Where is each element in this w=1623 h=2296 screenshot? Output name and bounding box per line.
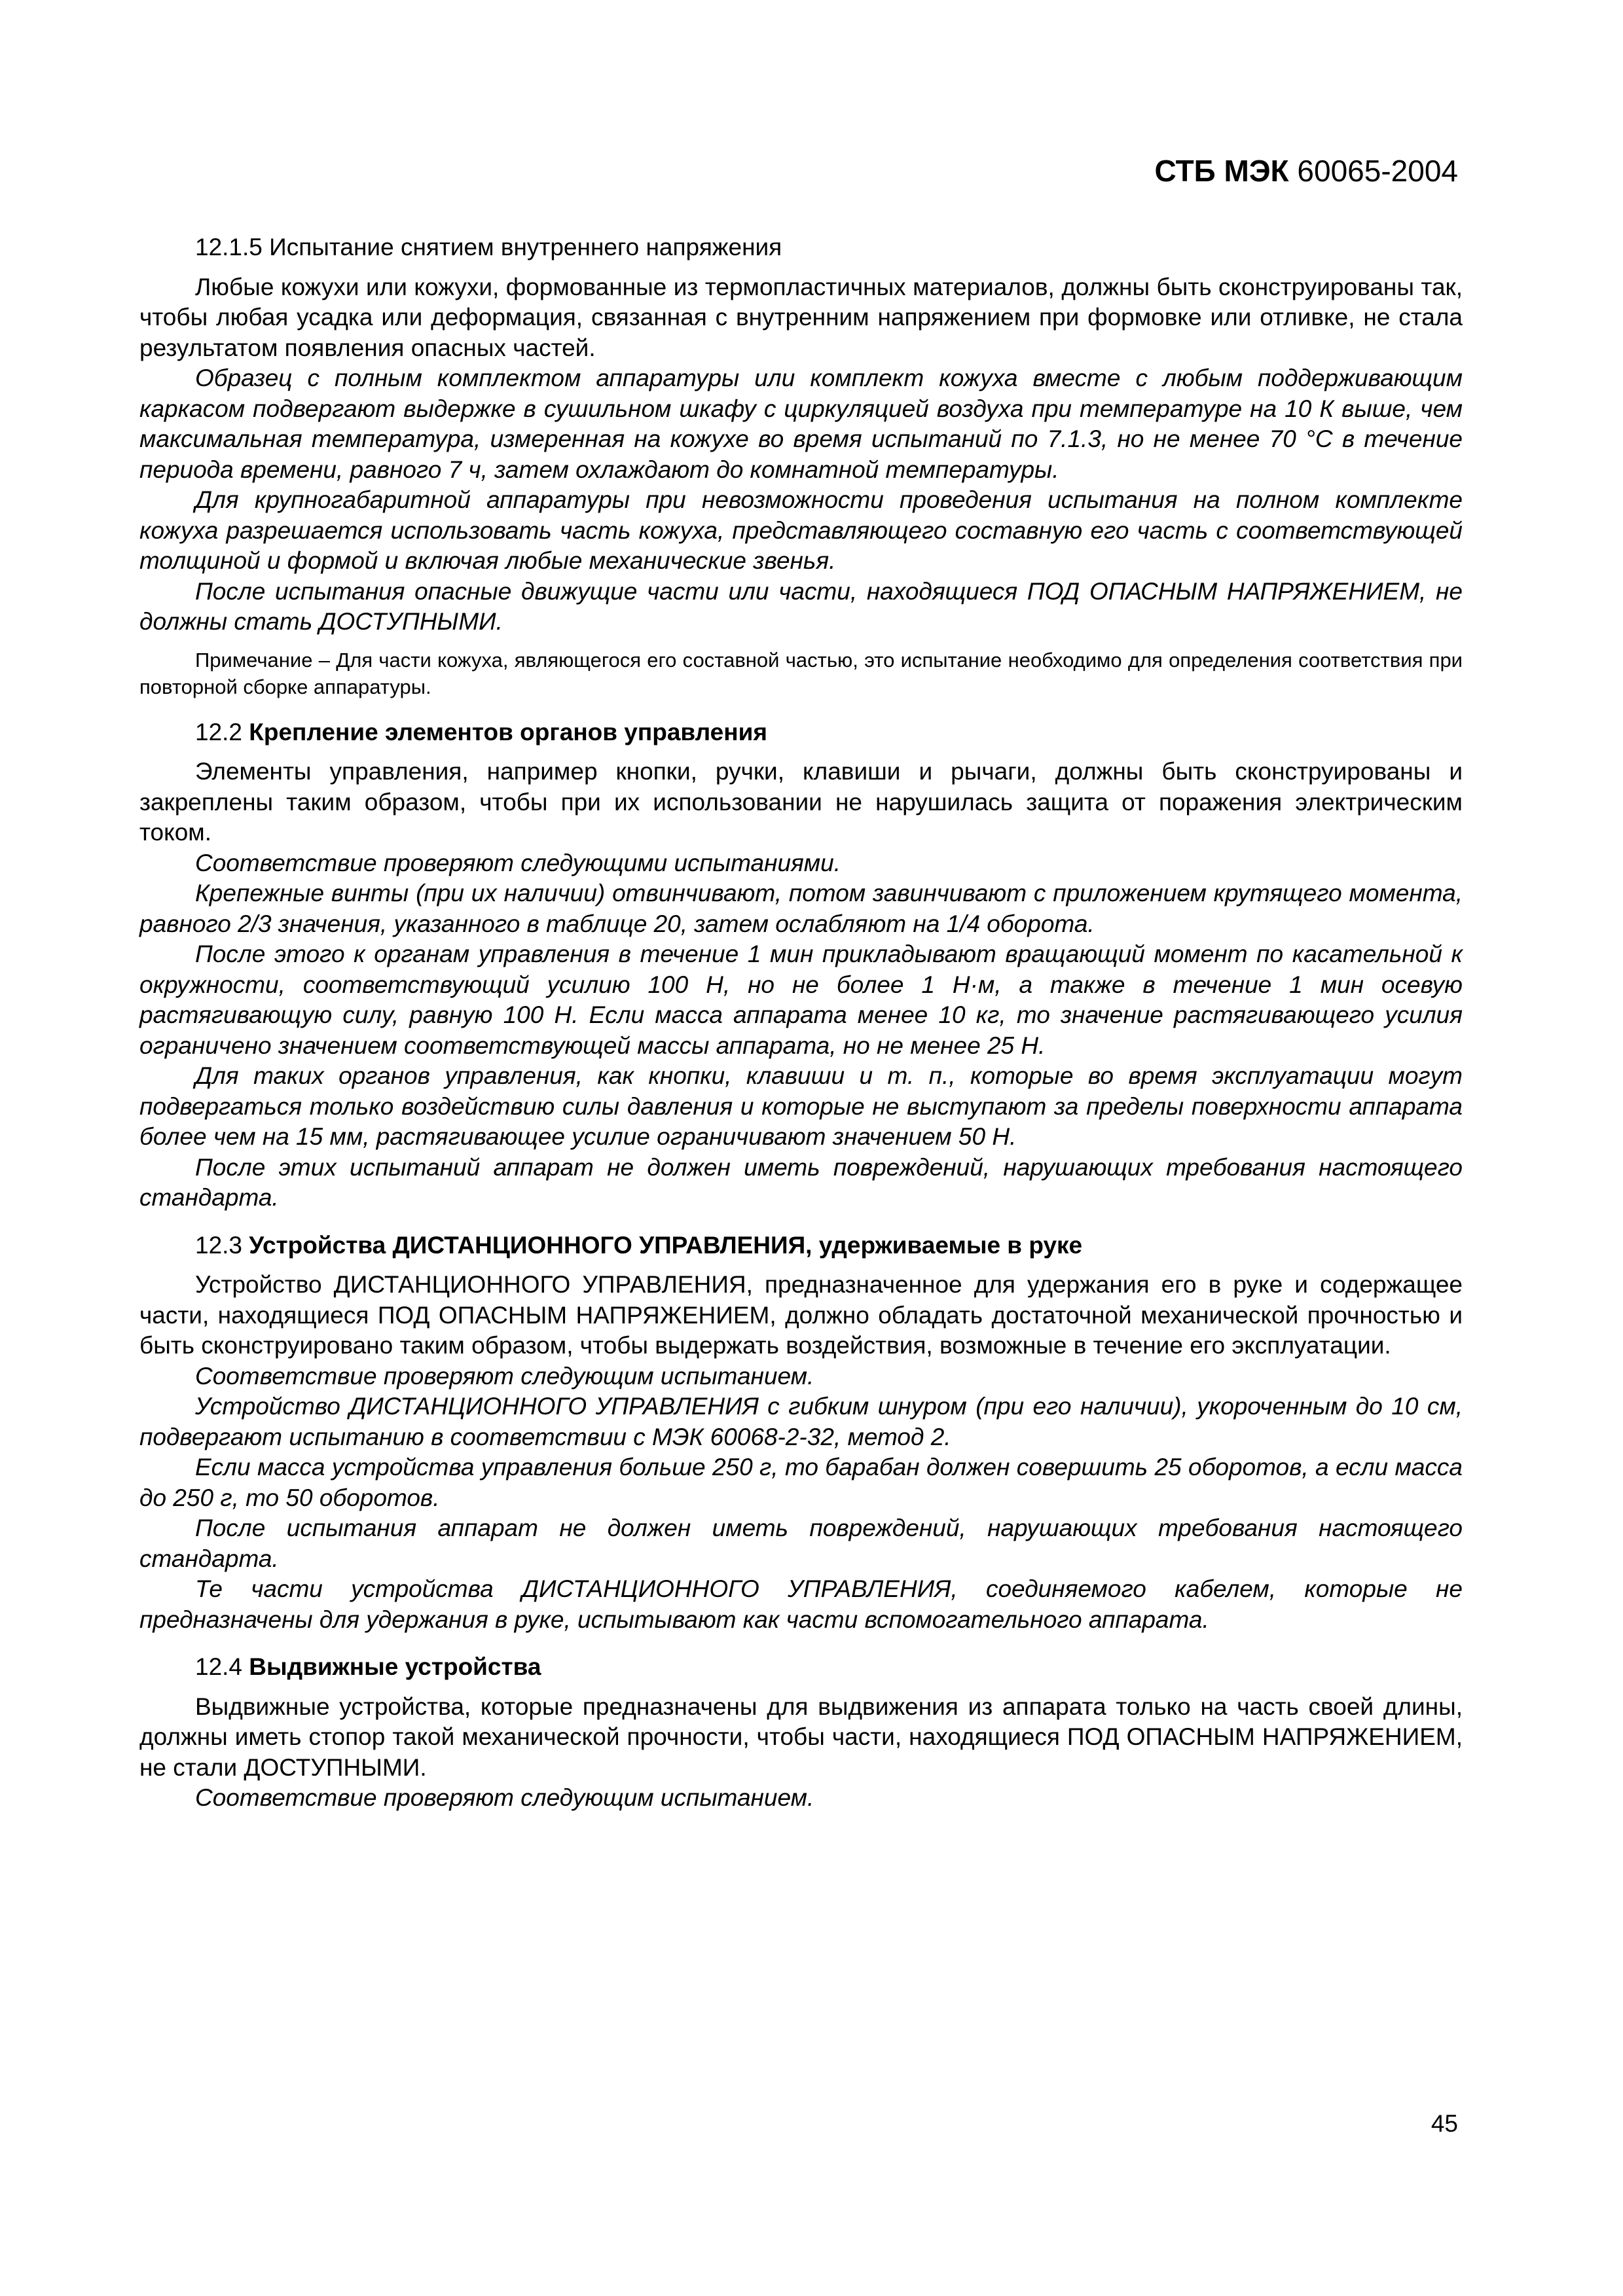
standard-prefix: СТБ МЭК [1154,154,1289,188]
paragraph-italic: Образец с полным комплектом аппаратуры или комплект кожуха вместе с любым поддерживающим каркасом подвергают выдержке в сушильном шкафу с циркуляцией воздуха при температуре на 10 К выше, чем максимальная температура, измеренная на кожухе во время испытаний по 7.1.3, но не менее 70 °С в течение периода времени, равного 7 ч, затем охлаждают до комнатной температуры. [139,365,1463,483]
paragraph: Устройство ДИСТАНЦИОННОГО УПРАВЛЕНИЯ, предназначенное для удержания его в руке и содержащее части, находящиеся ПОД ОПАСНЫМ НАПРЯЖЕНИЕМ, должно обладать достаточной механической прочностью и быть сконструировано таким образом, чтобы выдержать воздействия, возможные в течение его эксплуатации. [139,1271,1463,1359]
document-header [1155,156,1459,187]
paragraph-italic: Если масса устройства управления больше 250 г, то барабан должен совершить 25 оборотов, а если масса до 250 г, то 50 оборотов. [139,1454,1463,1511]
section-title: Крепление элементов органов управления [249,718,767,745]
paragraph: Элементы управления, например кнопки, ручки, клавиши и рычаги, должны быть сконструированы и закреплены таким образом, чтобы при их использовании не нарушилась защита от поражения электрическим током. [139,758,1463,846]
paragraph-italic: Для крупногабаритной аппаратуры при невозможности проведения испытания на полном комплекте кожуха разрешается использовать часть кожуха, представляющего составную его часть с соответствующей толщиной и формой и включая любые механические звенья. [139,486,1463,574]
section-heading-12-2 [139,717,1463,748]
paragraph-italic: Устройство ДИСТАНЦИОННОГО УПРАВЛЕНИЯ с гибким шнуром (при его наличии), укороченным до 10 см, подвергают испытанию в соответствии с МЭК 60068-2-32, метод 2. [139,1393,1463,1450]
section-heading-12-4 [139,1652,1463,1683]
paragraph-italic: Крепежные винты (при их наличии) отвинчивают, потом завинчивают с приложением крутящего момента, равного 2/3 значения, указанного в таблице 20, затем ослабляют на 1/4 оборота. [139,880,1463,937]
paragraph: Выдвижные устройства, которые предназначены для выдвижения из аппарата только на часть своей длины, должны иметь стопор такой механической прочности, чтобы части, находящиеся ПОД ОПАСНЫМ НАПРЯЖЕНИЕМ, не стали ДОСТУПНЫМИ. [139,1693,1463,1781]
paragraph: Любые кожухи или кожухи, формованные из термопластичных материалов, должны быть сконструированы так, чтобы любая усадка или деформация, связанная с внутренним напряжением при формовке или отливке, не стала результатом появления опасных частей. [139,273,1463,361]
paragraph-italic: После испытания опасные движущие части или части, находящиеся ПОД ОПАСНЫМ НАПРЯЖЕНИЕМ, не должны стать ДОСТУПНЫМИ. [139,577,1463,635]
page-number: 45 [1431,2110,1458,2137]
paragraph-italic: После этих испытаний аппарат не должен иметь повреждений, нарушающих требования настоящего стандарта. [139,1153,1463,1211]
section-title: Устройства ДИСТАНЦИОННОГО УПРАВЛЕНИЯ, удерживаемые в руке [249,1231,1083,1259]
section-number: 12.3 [195,1231,243,1259]
paragraph-italic: Для таких органов управления, как кнопки, клавиши и т. п., которые во время эксплуатации могут подвергаться только воздействию силы давления и которые не выступают за пределы поверхности аппарата более чем на 15 мм, растягивающее усилие ограничивают значением 50 Н. [139,1062,1463,1150]
paragraph-italic: Соответствие проверяют следующим испытанием. [195,1362,814,1390]
paragraph-italic: Соответствие проверяют следующим испытанием. [195,1784,814,1811]
document-body [139,232,1463,1814]
section-number: 12.4 [195,1653,243,1680]
section-number: 12.2 [195,718,243,745]
section-title: Выдвижные устройства [249,1653,541,1680]
section-heading-12-1-5: 12.1.5 Испытание снятием внутреннего напряжения [195,234,782,260]
standard-number: 60065-2004 [1297,154,1458,188]
section-heading-12-3 [139,1230,1463,1261]
paragraph-italic: После этого к органам управления в течение 1 мин прикладывают вращающий момент по касательной к окружности, соответствующий усилию 100 Н, но не более 1 Н·м, а также в течение 1 мин осевую растягивающую силу, равную 100 Н. Если масса аппарата менее 10 кг, то значение растягивающего усилия ограничено значением соответствующей массы аппарата, но не менее 25 Н. [139,941,1463,1059]
paragraph-italic: Те части устройства ДИСТАНЦИОННОГО УПРАВЛЕНИЯ, соединяемого кабелем, которые не предназначены для удержания в руке, испытывают как части вспомогательного аппарата. [139,1575,1463,1633]
note: Примечание – Для части кожуха, являющегося его составной частью, это испытание необходимо для определения соответствия при повторной сборке аппаратуры. [139,648,1463,698]
paragraph-italic: После испытания аппарат не должен иметь повреждений, нарушающих требования настоящего стандарта. [139,1515,1463,1572]
paragraph-italic: Соответствие проверяют следующими испытаниями. [195,849,841,876]
